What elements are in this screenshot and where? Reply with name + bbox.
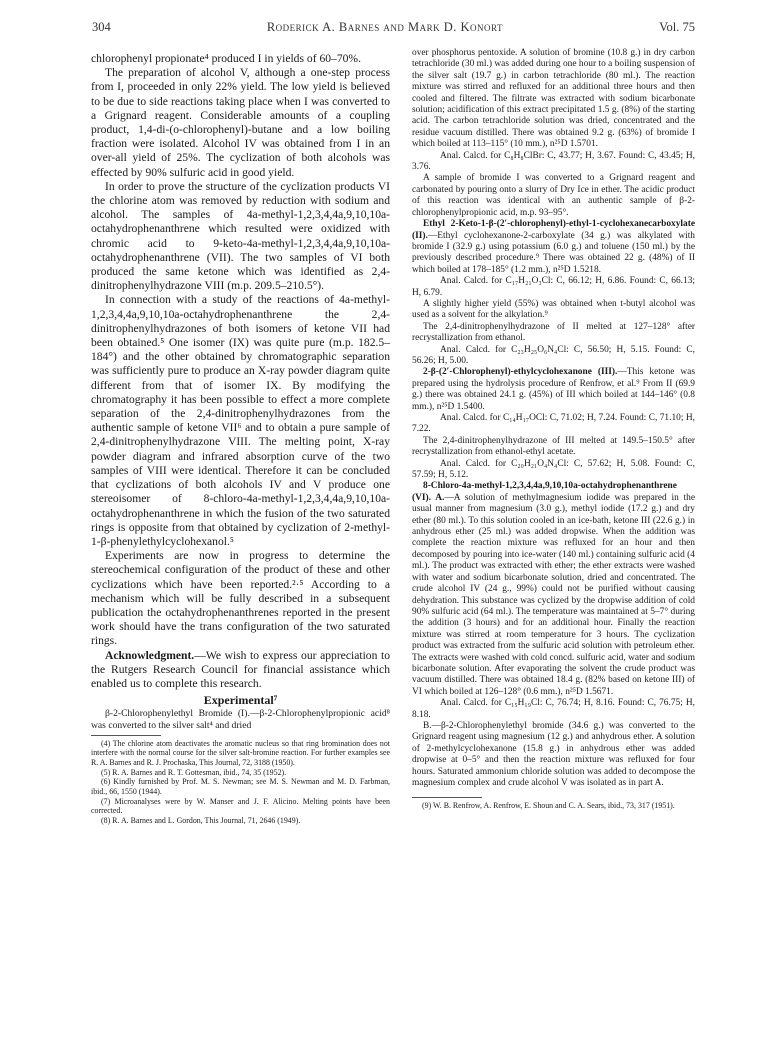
acknowledgment-heading: Acknowledgment.: [105, 648, 195, 662]
experimental-heading: Experimental⁷: [203, 693, 278, 708]
body-paragraph: The preparation of alcohol V, although a one-step process from I, proceeded in only 22% yield. The low yield is believed to be due to side reactions taking place when I was converted to a Grignard reagent. Considerable amounts of a coupling product, 1,4-di-(o-chlorophenyl)-butane and a low boiling fraction were isolated. Alcohol IV was obtained from I in an over-all yield of 25%. The cyclization of both alcohols was effected by 90% sulfuric acid in good yield.: [91, 66, 390, 179]
body-paragraph: In connection with a study of the reactions of 4a-methyl-1,2,3,4,4a,9,10,10a-octahydrophenanthrene the 2,4-dinitrophenylhydrazones of both isomers of ketone VII had been obtained.⁵ One isomer (IX) was quite pure (m.p. 182.5–184°) and the other obtained by chromatographic separation was sufficiently pure to produce an X-ray powder diagram quite different from that of isomer IX. By modifying the chromatography it has been possible to effect a more complete separation of the 2,4-dinitrophenylhydrazones from the authentic sample of ketone VII⁶ and to obtain a pure sample of 2,4-dinitrophenylhydrazone VIII. The melting point, X-ray powder diagram and infrared absorption curve of the two samples of VIII were identical. Therefore it can be concluded that cyclizations of both alcohols IV and V produce one stereoisomer of 8-chloro-4a-methyl-1,2,3,4,4a,9,10,10a-octahydrophenanthrene in which the fusion of the two saturated rings is opposite from that obtained by cyclization of 2-methyl-1-β-phenylethylcyclohexanol.⁵: [91, 293, 390, 548]
compound-paragraph: 8-Chloro-4a-methyl-1,2,3,4,4a,9,10,10a-octahydrophenanthrene (VI). A.—A solution of methylmagnesium iodide was prepared in the usual manner from magnesium (3.0 g.), methyl iodide (17.2 g.) and dry ether (80 ml.). To this solution cooled in an ice-bath, ketone III (22.6 g.) in anhydrous ether (25 ml.) was added dropwise. When the addition was complete the reaction mixture was refluxed for an hour and then decomposed by pouring into ice-water (140 ml.) containing sulfuric acid (4 ml.). The product was extracted with ether; the ether extracts were washed with water and sodium bicarbonate solution, dried and concentrated. The crude alcohol IV (24 g., 99%) could not be purified without causing dehydration. This substance was cyclized by the dropwise addition of cold 90% sulfuric acid (64 ml.). The temperature was maintained at 5–7° during the addition (3 hours) and for an additional hour. Finally the reaction mixture was stirred at room temperature for 3 hours. The cyclization product was extracted from the sulfuric acid solution with petroleum ether. The extracts were washed with cold concd. sulfuric acid, water and sodium bicarbonate solution. After evaporating the solvent the crude product was vacuum distilled. There was obtained 18.4 g. (82% based on ketone III) of VI which boiled at 126–128° (0.6 mm.), n²⁵D 1.5671.: [412, 481, 695, 697]
running-title: Roderick A. Barnes and Mark D. Konort: [266, 20, 503, 34]
left-column: [91, 52, 390, 826]
footnote-divider: [91, 735, 161, 736]
footnotes-left: [91, 739, 390, 826]
analysis-line: Anal. Calcd. for C₁₇H₂₁O₃Cl: C, 66.12; H, 6.86. Found: C, 66.13; H, 6.79.: [412, 276, 695, 298]
experimental-intro: β-2-Chlorophenylethyl Bromide (I).—β-2-Chlorophenylpropionic acid⁸ was converted to the silver salt⁴ and dried: [91, 708, 390, 731]
body-paragraph: B.—β-2-Chlorophenylethyl bromide (34.6 g.) was converted to the Grignard reagent using magnesium (12 g.) and anhydrous ether. A solution of 2-methylcyclohexanone (15.8 g.) in anhydrous ether was added dropwise at 0–5° and then the reaction mixture was refluxed for four hours. Saturated ammonium chloride solution was added to decompose the magnesium complex and crude alcohol V was isolated as in part A.: [412, 720, 695, 788]
body-paragraph: In order to prove the structure of the cyclization products VI the chlorine atom was removed by reduction with sodium and alcohol. The samples of 4a-methyl-1,2,3,4,4a,9,10,10a-octahydrophenanthrene which resulted were oxidized with chromic acid to 9-keto-4a-methyl-1,2,3,4,4a,9,10,10a-octahydrophenanthrene (VII). The two samples of VI both produced the same ketone which was identified as 2,4-dinitrophenylhydrazone VIII (m.p. 209.5–210.5°).: [91, 179, 390, 293]
analysis-line: Anal. Calcd. for C₁₄H₁₇OCl: C, 71.02; H, 7.24. Found: C, 71.10; H, 7.22.: [412, 413, 695, 435]
body-paragraph: over phosphorus pentoxide. A solution of bromine (10.8 g.) in dry carbon tetrachloride (30 ml.) was added during one hour to a boiling suspension of the silver salt (19.7 g.) in carbon tetrachloride (80 ml.). The reaction mixture was stirred and refluxed for an additional three hours and then cooled and filtered. The filtrate was extracted with sodium bicarbonate solution; acidification of this extract precipitated 1.5 g. (8%) of the starting acid. The carbon tetrachloride solution was dried, concentrated and the residue vacuum distilled. There was obtained 9.2 g. (63%) of bromide I which boiled at 113–115° (10 mm.), n²⁵D 1.5701.: [412, 48, 695, 150]
analysis-line: Anal. Calcd. for C₂₃H₂₅O₆N₄Cl: C, 56.50; H, 5.15. Found: C, 56.26; H, 5.00.: [412, 344, 695, 366]
volume-label: Vol. 75: [659, 20, 695, 34]
footnote: (4) The chlorine atom deactivates the aromatic nucleus so that ring bromination does not interfere with the normal course for the silver salt-bromine reaction. For further examples see R. A. Barnes and R. J. Prochaska, This Journal, 72, 3188 (1950).: [91, 738, 390, 767]
footnote-divider: [412, 797, 482, 798]
body-paragraph: chlorophenyl propionate⁴ produced I in yields of 60–70%.: [91, 52, 361, 65]
footnote: (5) R. A. Barnes and R. T. Gottesman, ibid., 74, 35 (1952).: [101, 767, 287, 777]
acknowledgment-text: —We wish to express our appreciation to the Rutgers Research Council for financial assistance which enabled us to complete this research.: [91, 648, 390, 690]
analysis-line: Anal. Calcd. for C₁₅H₁₉Cl: C, 76.74; H, 8.16. Found: C, 76.75; H, 8.18.: [412, 698, 695, 720]
footnote: (6) Kindly furnished by Prof. M. S. Newman; see M. S. Newman and M. D. Farbman, ibid., 66, 1550 (1944).: [91, 777, 390, 797]
footnotes-right: [412, 801, 695, 811]
analysis-line: Anal. Calcd. for C₈H₈ClBr: C, 43.77; H, 3.67. Found: C, 43.45; H, 3.76.: [412, 150, 695, 173]
footnote: (8) R. A. Barnes and L. Gordon, This Journal, 71, 2646 (1949).: [101, 816, 301, 826]
body-paragraph: A slightly higher yield (55%) was obtained when t-butyl alcohol was used as a solvent for the alkylation.⁹: [412, 298, 695, 321]
acknowledgment-paragraph: [91, 649, 390, 692]
footnote: (7) Microanalyses were by W. Manser and J. F. Alicino. Melting points have been corrected.: [91, 796, 390, 816]
page-header: [92, 20, 695, 36]
right-column: [412, 48, 695, 811]
footnote: (9) W. B. Renfrow, A. Renfrow, E. Shoun and C. A. Sears, ibid., 73, 317 (1951).: [422, 801, 675, 811]
body-paragraph: The 2,4-dinitrophenylhydrazone of II melted at 127–128° after recrystallization from ethanol.: [412, 321, 695, 344]
body-paragraph: A sample of bromide I was converted to a Grignard reagent and carbonated by pouring onto a slurry of Dry Ice in ether. The acidic product of this reaction was identical with an authentic sample of β-2-chlorophenylpropionic acid, m.p. 93–95°.: [412, 173, 695, 218]
analysis-line: Anal. Calcd. for C₂₀H₂₁O₄N₄Cl: C, 57.62; H, 5.08. Found: C, 57.59; H, 5.12.: [412, 458, 695, 481]
body-paragraph: The 2,4-dinitrophenylhydrazone of III melted at 149.5–150.5° after recrystallization from ethanol-ethyl acetate.: [412, 435, 695, 458]
page-number: 304: [92, 20, 111, 34]
compound-paragraph: Ethyl 2-Keto-1-β-(2′-chlorophenyl)-ethyl-1-cyclohexanecarboxylate (II).—Ethyl cyclohexanone-2-carboxylate (34 g.) was alkylated with bromide I (32.9 g.) using potassium (6.0 g.) and toluene (150 ml.) by the previously described procedure.⁹ There was obtained 22 g. (48%) of II which boiled at 178–185° (1.2 mm.), n²⁵D 1.5218.: [412, 219, 695, 275]
compound-paragraph: 2-β-(2′-Chlorophenyl)-ethylcyclohexanone (III).—This ketone was prepared using the hydrolysis procedure of Renfrow, et al.⁹ From II (69.9 g.) there was obtained 24.1 g. (45%) of III which boiled at 144–146° (0.8 mm.), n²⁵D 1.5400.: [412, 367, 695, 412]
body-paragraph: Experiments are now in progress to determine the stereochemical configuration of the product of these and other cyclizations which have been reported.²·⁵ According to a mechanism which will be fully described in a subsequent publication the octahydrophenanthrenes reported in the present work should have the trans configuration of the two saturated rings.: [91, 549, 390, 648]
